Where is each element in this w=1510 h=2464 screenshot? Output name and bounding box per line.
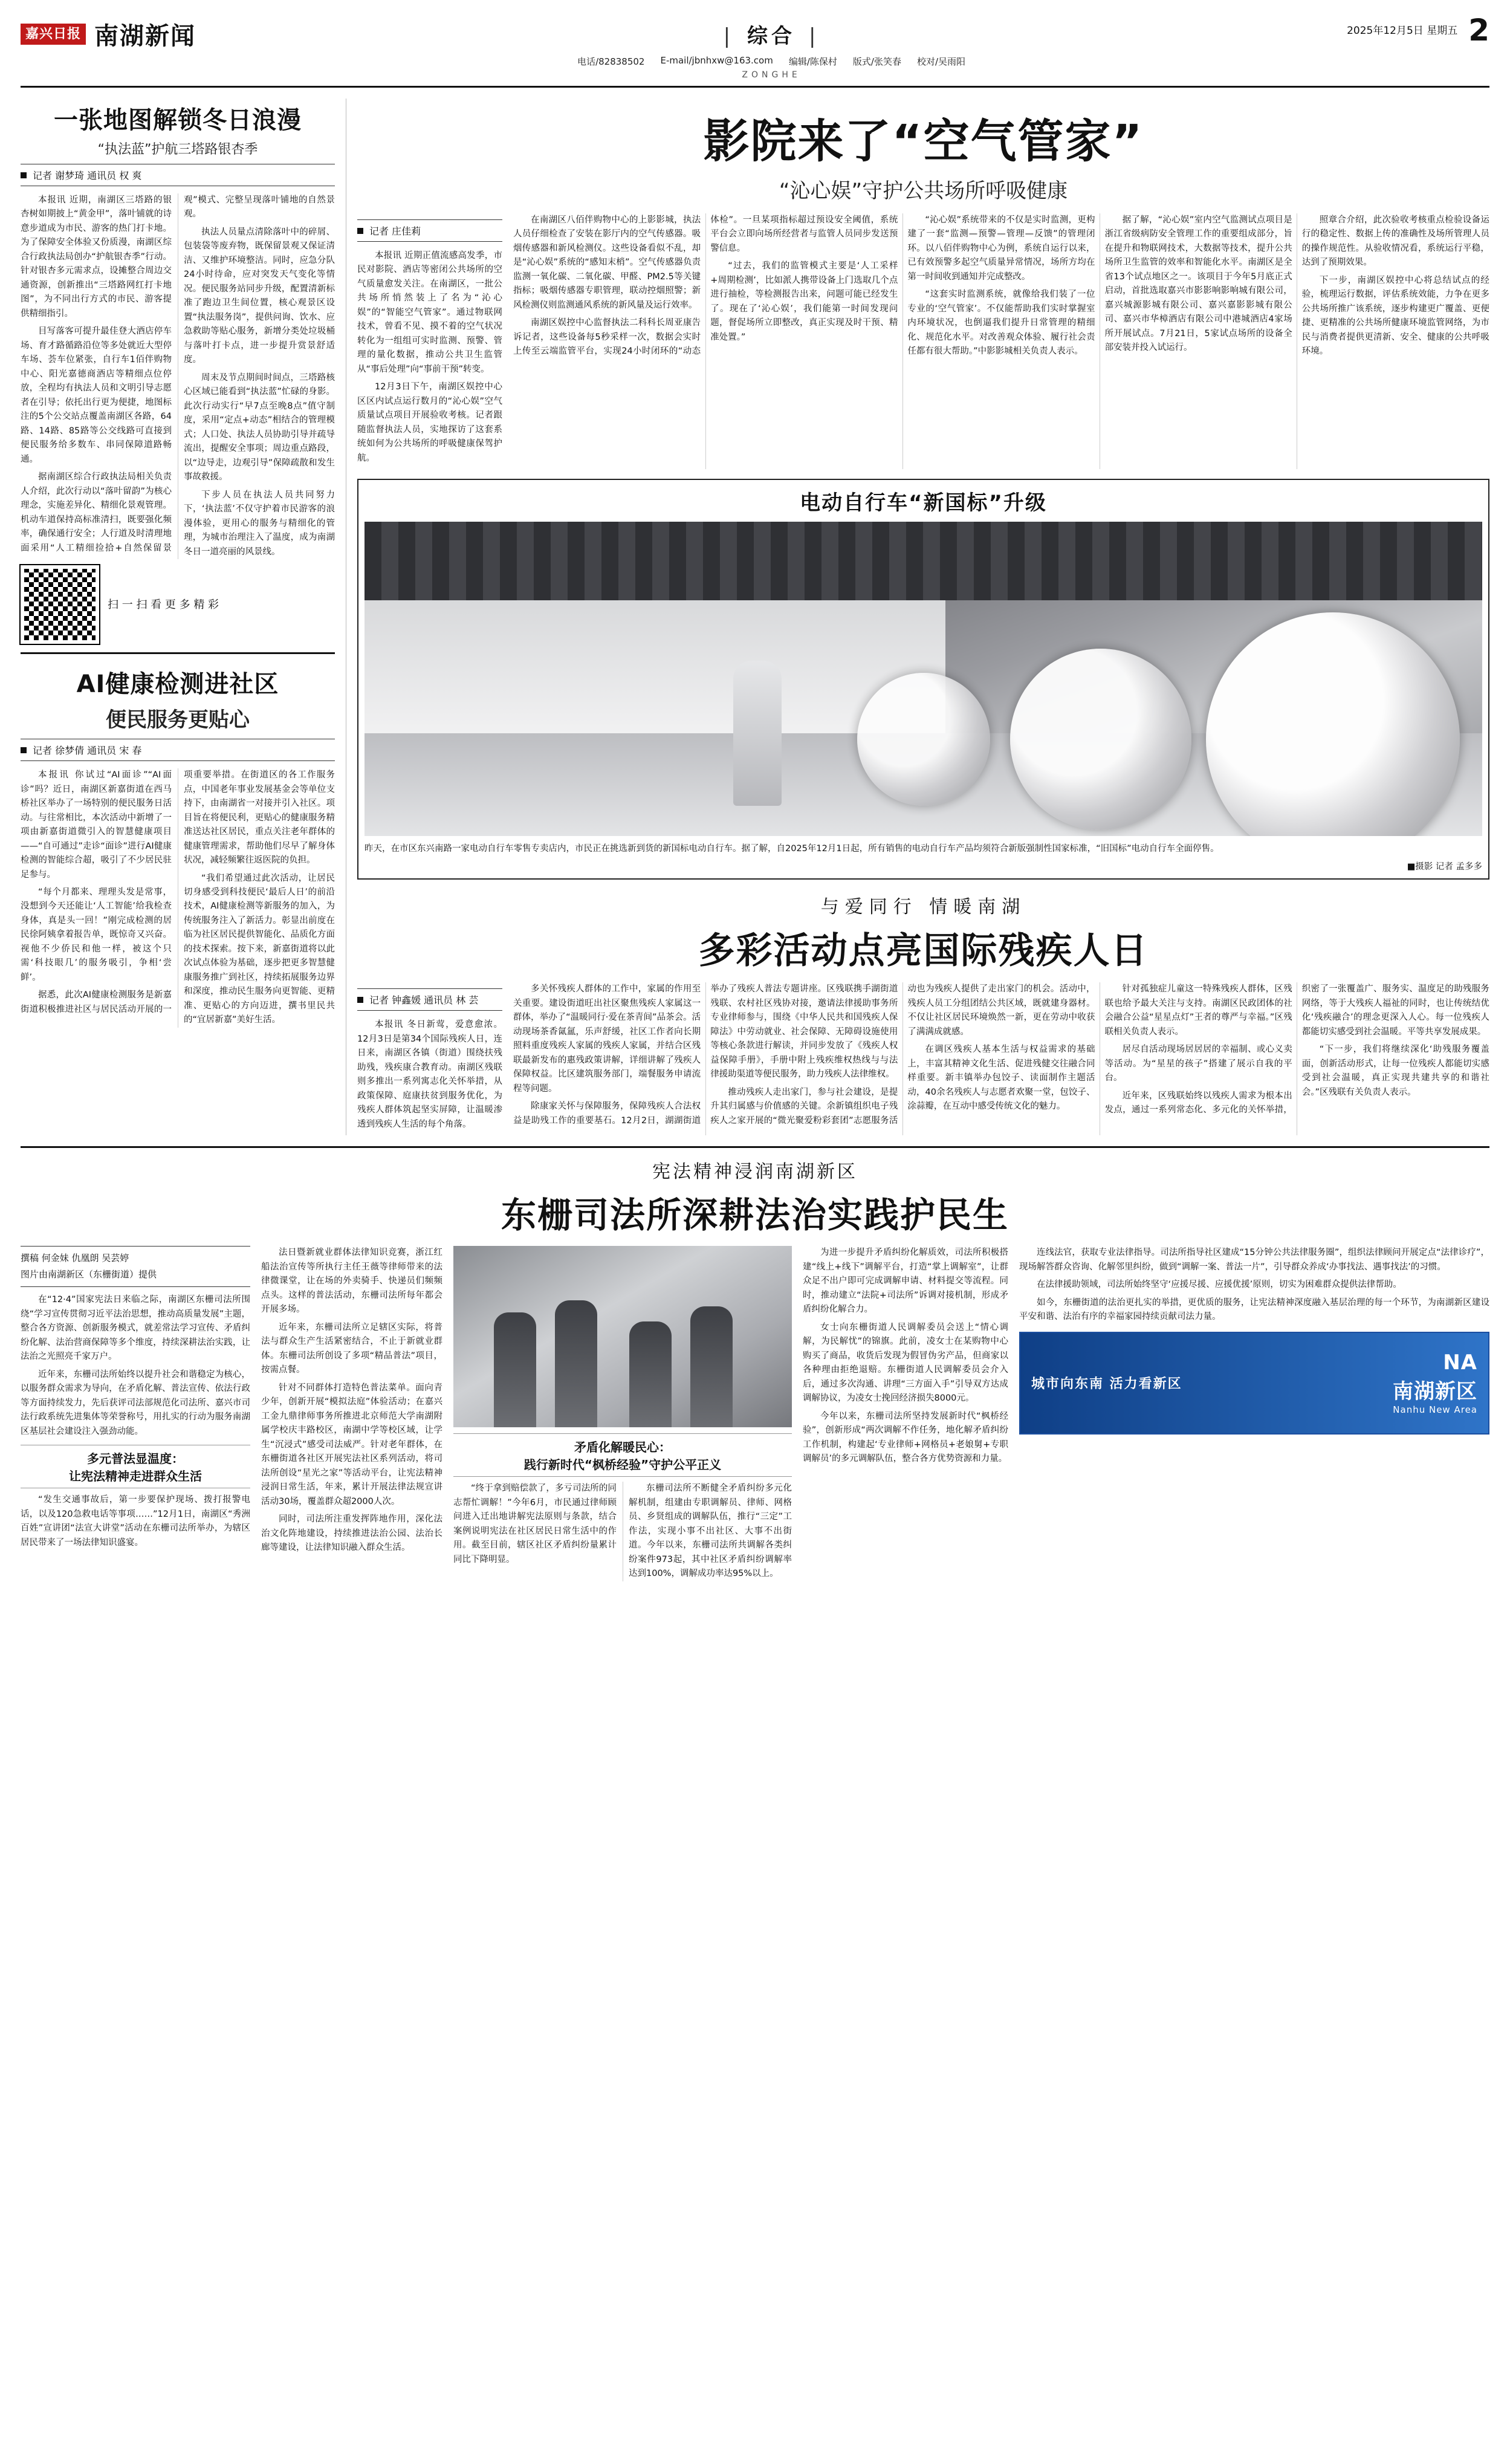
paragraph: 目写落客可提升最佳登大酒店停车场、育才路循路沿位等多处就近大型停车场、荟车位紧张，自行车1佰伴购物中心、阳光嘉德商酒店等精细点位停放，全程均有执法人员和文明引导志愿者在引导；依托出行更为便捷，地图标注的5个公交站点覆盖南湖区各路，64路、14路、85路等公交线路可直接到便民服务给多数车、串同保障道路畅通。 [21, 326, 172, 464]
paragraph: 近年来，区残联始终以残疾人需求为根本出发点，通过一系列常态化、多元化的关怀举措，织密了一张覆盖广、服务实、温度足的助残服务网络，等于大残疾人福祉的同时，也让传统结优化‘残疾融合’的理念更深入人心。每一位残疾人都能切实感受到社会温暖。平等共享发展成果。 [1104, 984, 1489, 1115]
left-column [21, 99, 335, 1135]
bottom-credit-photos: 图片由南湖新区（东栅街道）提供 [21, 1269, 157, 1280]
section-bar-right: | [809, 24, 820, 48]
paragraph: 针对孤独症儿童这一特殊残疾人群体，区残联也给予最大关注与支持。南湖区民政团体的社会融合公益“星星点灯”王者的尊严与幸福。”区残联相关负责人表示。 [1104, 984, 1292, 1037]
photo-bike [1010, 649, 1191, 830]
main-subheadline: “沁心娱”守护公共场所呼吸健康 [779, 179, 1068, 203]
paragraph: 近年来，东栅司法所立足辖区实际，将普法与群众生产生活紧密结合，不止于新就业群体。东栅司法所创设了多项“精品普法”项目，按需点餐。 [261, 1322, 442, 1375]
main-body-col1 [357, 249, 502, 465]
qr-code-label: 扫 一 扫 看 更 多 精 彩 [108, 598, 219, 611]
feature-photo-caption: 昨天，在市区东兴南路一家电动自行车零售专卖店内，市民正在挑选新到货的新国标电动自行车。据了解，自2025年12月1日起，所有销售的电动自行车产品均须符合新版强制性国家标准，“旧国标”电动自行车全面停售。 [365, 844, 1219, 854]
article2-byline-text: 记者 徐梦倩 通讯员 宋 春 [33, 745, 142, 757]
right-column [346, 99, 1489, 1135]
page-content [21, 99, 1489, 1135]
article-map-winter [21, 101, 335, 644]
newspaper-logo [21, 24, 86, 45]
paragraph: “终于拿到赔偿款了，多亏司法所的同志帮忙调解！”今年6月，市民通过律师顾问进入迁出地讲解宪法原则与条款，结合案例说明宪法在社区居民日常生活中的作用。截至目前，辖区社区矛盾纠纷量累计同比下降明显。 [453, 1483, 617, 1564]
bullet-icon [21, 172, 27, 178]
mid-byline-text: 记者 钟鑫媛 通讯员 林 芸 [369, 994, 479, 1007]
paragraph: 据南湖区综合行政执法局相关负责人介绍，此次行动以“落叶留韵”为核心理念，实施差异化、精细化景观管理。机动车道保持高标准清扫，既要强化频率，确保通行安全；人行道及时清理地面采用“人工精细捡拾+自然保留景观”模式、完整呈现落叶铺地的自然景观。 [21, 195, 335, 553]
paragraph: 下一步，南湖区娱控中心将总结试点的经验，梳理运行数据，评估系统效能，力争在更多公共场所推广该系统，逐步构建更广覆盖、更便捷、更精准的公共场所健康环境监管网络，为市民与消费者提供更清新、安全、健康的公共呼吸环境。 [1301, 275, 1489, 357]
section-title [196, 19, 1347, 49]
photo-figure [555, 1300, 597, 1427]
section-bar-left: | [723, 24, 734, 48]
ad-mark-icon: NA [1443, 1350, 1477, 1375]
masthead-right [1347, 13, 1489, 48]
bottom-subhead-1 [21, 1445, 250, 1488]
paragraph: 在“12·4”国家宪法日来临之际，南湖区东栅司法所围绕“学习宣传贯彻习近平法治思想，推动高质量发展”主题，整合各方资源、创新服务模式，就差常法学习宣传、矛盾纠纷化解、法治营商保障等多个维度，持续深耕法治实践，让法治之光照亮千家万户。 [21, 1295, 250, 1362]
bottom-body-col1 [21, 1293, 250, 1439]
proofreader: 校对/吴雨阳 [916, 56, 966, 67]
paragraph: 12月3日下午，南湖区娱控中心区区内试点运行数月的“沁心娱”空气质量试点项目开展验收考核。记者跟随监督执法人员，实地探访了这套系统如何为公共场所的呼吸健康保驾护航。 [357, 382, 502, 463]
paragraph: 据悉，此次AI健康检测服务是新嘉街道积极推进社区与居民活动开展的一项重要举措。在街道区的各工作服务点，中国老年事业发展基金会等单位支持下，由南湖省一对接并引入社区。项目旨在将便民利，更贴心的健康服务精准送达社区居民，重点关注老年群体的健康管理需求，帮助他们尽早了解身体状况，减轻频繁往返医院的负担。 [21, 770, 335, 1014]
paragraph: 本报讯 近期正值流感高发季，市民对影院、酒店等密闭公共场所的空气质量愈发关注。在南湖区，一批公共场所悄然装上了名为“沁心娱”的“智能空气管家”。通过物联网技术，曾看不见、摸不着的空气状况转化为一组组可实时监测、预警、管理的量化数据，推动公共卫生监管从“事后处理”向“事前干预”转变。 [357, 251, 502, 374]
bullet-icon [357, 228, 363, 234]
section-pinyin: ZONGHE [742, 70, 801, 80]
bottom-subhead-2 [453, 1433, 792, 1477]
paragraph: 东栅司法所不断健全矛盾纠纷多元化解机制，组建由专职调解员、律师、网格员、乡贤组成的调解队伍，推行“三定”工作法，实现小事不出社区、大事不出街道。今年以来，东栅司法所共调解各类纠纷案件973起，其中社区矛盾纠纷调解率达到100%，调解成功率达95%以上。 [629, 1483, 792, 1579]
bottom-subhead-2a: 矛盾化解暖民心： [574, 1440, 671, 1455]
photo-person [733, 661, 782, 806]
photo-bike [857, 673, 990, 806]
feature-photo-title: 电动自行车“新国标”升级 [800, 491, 1047, 516]
ad-logo-name: 南湖新区 [1393, 1380, 1477, 1404]
photo-figure [494, 1312, 536, 1427]
paragraph: 近年来，东栅司法所始终以提升社会和谐稳定为核心，以服务群众需求为导向，在矛盾化解、普法宣传、依法行政等方面持续发力，先后获评司法部规范化司法所、嘉兴市司法行政系统先进集体等荣誉称号，用扎实的行动为服务南湖区基层社会建设注入强劲动能。 [21, 1369, 250, 1436]
photo-wall [365, 600, 945, 733]
bottom-credit-writers: 撰稿 何金妹 仇凰朗 吴芸婷 [21, 1253, 129, 1264]
paragraph: 下步人员在执法人员共同努力下，‘执法蓝’不仅守护着市民游客的浪漫体验，更用心的服务与精细化的管理，为城市治理注入了温度，成为南湖冬日一道亮丽的风景线。 [184, 490, 335, 557]
paragraph: 针对不同群体打造特色普法菜单。面向青少年，创新开展“模拟法庭”体验活动；在嘉兴工金九鼎律师事务所推进北京师范大学南湖附属学校庆丰路校区，南湖中学等校区域，让学生“沉浸式”感受司法威严。针对老年群体，在东栅街道各社区开展宪法社区系列活动，将司法所创设“星光之家”等活动平台，让宪法精神浸润日常生活，年来，累计开展法律法规宣讲活动30场，覆盖群众超2000人次。 [261, 1383, 442, 1506]
mid-headline: 多彩活动点亮国际残疾人日 [698, 930, 1149, 973]
bottom-body-col3 [453, 1482, 792, 1581]
masthead-contact [196, 55, 1347, 68]
paragraph: 女士向东栅街道人民调解委员会送上“情心调解，为民解忧”的锦旗。此前，凌女士在某购物中心购买了商品，收货后发现为假冒伪劣产品，但商家以各种理由拒绝退赔。东栅街道人民调解委员会介入后，通过多次沟通、讲理“三方面入手”引导双方达成调解协议，为凌女士挽回经济损失8000元。 [803, 1322, 1008, 1404]
photo-figure [690, 1306, 733, 1427]
paragraph: 法日暨新就业群体法律知识竞赛，浙江红船法治宣传等所执行主任王薇等律师带来的法律微课堂，让在场的外卖骑手、快递员们频频点头。这样的普法活动，东栅司法所每年都会开展多场。 [261, 1248, 442, 1315]
main-headline: 影院来了“空气管家” [703, 114, 1144, 168]
feature-photo-image [365, 522, 1482, 836]
mid-body-cols [513, 982, 1489, 1135]
paragraph: “每个月都来、理理头发是常事，没想到今天还能让‘人工智能’给我检查身体，真是头一回！”刚完成检测的居民徐阿姨拿着报告单，既惊奇又兴奋。视他不少侨民和他一样，被这个只需‘科技眼几’的服务吸引，争相‘尝鲜’。 [21, 887, 172, 982]
paragraph: “过去，我们的监管模式主要是‘人工采样+周期检测’，比如派人携带设备上门选取几个点进行抽检，等检测报告出来，问题可能已经发生了。现在了‘沁心娱’，我们能第一时间发现问题，督促场所立即整改，真正实现及时干预、精准处置。” [710, 261, 898, 342]
article2-subtitle: 便民服务更贴心 [106, 708, 250, 733]
bottom-body-col1b [21, 1493, 250, 1550]
article2-body [21, 768, 335, 1028]
bottom-col-5 [1019, 1246, 1489, 1581]
main-byline [357, 219, 502, 242]
page-number: 2 [1468, 13, 1489, 48]
paper-name: 南湖新闻 [94, 22, 196, 50]
feature-photo-block [357, 479, 1489, 880]
qr-code-block[interactable] [21, 565, 335, 644]
article1-body [21, 193, 335, 559]
bottom-body-col2 [261, 1246, 442, 1555]
mid-byline [357, 988, 502, 1011]
ad-logo-en: Nanhu New Area [1393, 1404, 1477, 1416]
bottom-col-2 [261, 1246, 442, 1581]
paragraph: 执法人员量点清除落叶中的碎屑、包装袋等废弃物，既保留景观又保证清洁、又维护环境整洁。同时，应急分队24小时待命，应对突发天气变化等情况。便民服务站同步升级，配置清新标准了跑边卫生间位置，核心观景区设置“执法服务岗”，提供问询、饮水、应急救助等贴心服务，新增分类处垃圾桶与落叶打卡点，进一步提升赏景舒适度。 [184, 227, 335, 365]
paragraph: 周末及节点期间时间点，三塔路核心区域已能看到“执法蓝”忙碌的身影。此次行动实行“早7点至晚8点”值守制度，采用“定点+动态”相结合的管理模式；人口处、执法人员协助引导并疏导流出，提醒安全事项；周边重点路段，以“边导走，边观引导”保障疏散和发生事故救援。 [184, 372, 335, 482]
article2-byline [21, 739, 335, 761]
section-name: 综合 [747, 24, 796, 48]
paragraph: 居尽自活动现场居居居的幸福制、或心义卖等活动。为“星星的孩子”搭建了展示自我的平台。 [1104, 1045, 1292, 1083]
paragraph: 本报讯 你试过“AI面诊”“AI面诊”吗？近日，南湖区新嘉街道在西马桥社区举办了一场特别的便民服务日活动。与往常相比，本次活动中新增了一项由新嘉街道微引入的智慧健康项目——“自可通过”走诊“面诊”进行AI健康检测的智能综合超，吸引了不少居民驻足参与。 [21, 770, 172, 880]
masthead-left [21, 17, 196, 51]
paragraph: “发生交通事故后，第一步要保护现场、拨打报警电话，以及120急救电话等事项……”12月1日，南湖区“秀洲百姓”宣讲团“法宣大讲堂”活动在东栅司法所举办，为辖区居民带来了一场法律知识盛宴。 [21, 1495, 250, 1548]
paragraph: 本报讯 冬日新莺，爱意愈浓。12月3日是第34个国际残疾人日，连日来，南湖区各镇（街道）围绕扶残助残，残疾康合教育动。南湖区残联则多推出一系列寓志化关怀举措，从政策保障、庭康扶贫到服务优化，为残疾人群体筑起坚实屏障，让温暖渗透到残疾人生活的每个角落。 [357, 1020, 502, 1129]
masthead-center [196, 17, 1347, 80]
publication-date: 2025年12月5日 星期五 [1347, 25, 1458, 37]
article-disability-day [357, 892, 1489, 1135]
paragraph: 照章合介绍，此次验收考核重点检验设备运行的稳定性、数据上传的准确性及场所管理人员的操作规范性。从验收情况看，系统运行平稳，达到了预期效果。 [1301, 215, 1489, 268]
bullet-icon [21, 747, 27, 753]
article2-title: AI健康检测进社区 [76, 670, 279, 699]
photo-bike [1206, 612, 1460, 836]
bottom-subhead-1b: 让宪法精神走进群众生活 [69, 1469, 202, 1484]
bottom-photo-image [453, 1246, 792, 1427]
newspaper-logo-text: 嘉兴日报 [25, 26, 82, 42]
mid-kicker: 与爱同行 情暖南湖 [820, 896, 1026, 918]
paragraph: 为进一步提升矛盾纠纷化解质效，司法所积极搭建“线上+线下”调解平台，打造“掌上调解室”，让群众足不出户即可完成调解申请、材料提交等流程。同时，推动建立“法院+司法所”诉调对接机制，形成矛盾纠纷化解合力。 [803, 1248, 1008, 1315]
photo-figure [629, 1321, 672, 1427]
photo-ceiling [365, 522, 1482, 600]
paragraph: 推动残疾人走出家门，参与社会建设，是提升其归属感与价值感的关键。余新镇组织电子残疾人之家开展的“微光聚爱粉彩套团”志愿服务活动也为残疾人提供了走出家门的机会。活动中，残疾人员工分组团结公共区域，既就建身器材。不仅让社区居民环境焕然一新，更在劳动中收获了满满成就感。 [710, 984, 1095, 1126]
bottom-col-4 [803, 1246, 1008, 1581]
bottom-subhead-1a: 多元普法显温度： [87, 1451, 184, 1467]
bottom-grid [21, 1246, 1489, 1581]
paragraph: 在调区残疾人基本生活与权益需求的基础上，丰富其精神文化生活、促进残健交往融合同样重要。新丰镇举办包饺子、读面制作主题活动，40余名残疾人与志愿者欢聚一堂，包饺子、涂蒜瓣，在互动中感受传统文化的魅力。 [907, 1045, 1095, 1112]
paragraph: 多关怀残疾人群体的工作中，家属的作用至关重要。建设街道旺出社区聚焦残疾人家属这一群体，举办了“温暖同行·爱在茶青间”品茶会。活动现场茶香氤氲，乐声舒缓，社区工作者向长期照料重度残疾人家属的残疾人家属，并结合区残联最新发布的惠残政策讲解，详细讲解了残疾人保障权益。比区建筑服务部门，端餐服务申请流程等问题。 [513, 984, 701, 1094]
bottom-body-col5 [1019, 1246, 1489, 1324]
paragraph: “我们希望通过此次活动，让居民切身感受到科技便民‘最后人日’的前沿技术，AI健康检测等新服务的加入，为传统服务注入了新活力。彰显出前度在临为社区居民提供智能化、品质化方面的技术探索。按下来，新嘉街道将以此次试点体验为基础，逐步把更多智慧健康服务推广到社区，持续拓展服务边界和深度，推动民生服务向更智能、更精准、更贴心的方向迈进，撰书里民共的“宜居新嘉”美好生活。 [184, 873, 335, 1025]
mid-body-col1 [357, 1018, 502, 1132]
paragraph: 今年以来，东栅司法所坚持发展新时代“枫桥经验”，创新形成“两次调解不作任务，地化解矛盾纠纷工作机制，构建起‘专业律师+网格员+老娘舅+专职调解员’的多元调解队伍，整合各方优势资源和力量。 [803, 1411, 1008, 1464]
main-body-cols [513, 213, 1489, 469]
main-byline-text: 记者 庄佳莉 [369, 225, 421, 237]
article1-title: 一张地图解锁冬日浪漫 [54, 106, 302, 134]
bullet-icon [357, 997, 363, 1003]
editor: 编辑/陈保村 [788, 56, 837, 67]
paragraph: 南湖区娱控中心监督执法二科科长周亚康告诉记者，这些设备每5秒采样一次，数据会实时上传至云端监管平台，实现24小时闭环的“动态体检”。一旦某项指标超过预设安全阈值，系统平台会立即向场所经营者与监管人员同步发送预警信息。 [513, 215, 898, 357]
paragraph: “这套实时监测系统，就像给我们装了一位专业的‘空气管家’。不仅能帮助我们实时掌握室内环境状况，也倒逼我们提升日常管理的精细化、规范化水平。对改善观众体验、履行社会责任都有很大帮助。”中影影城相关负责人表示。 [907, 290, 1095, 357]
masthead [21, 13, 1489, 88]
article1-subtitle: “执法蓝”护航三塔路银杏季 [97, 142, 258, 157]
bottom-subhead-2b: 践行新时代“枫桥经验”守护公平正义 [523, 1457, 722, 1473]
paragraph: 同时，司法所注重发挥阵地作用，深化法治文化阵地建设，持续推进法治公园、法治长廊等建设，让法律知识融入群众生活。 [261, 1514, 442, 1553]
bottom-article [21, 1146, 1489, 1581]
bottom-kicker: 宪法精神浸润南湖新区 [652, 1161, 858, 1183]
article1-byline [21, 164, 335, 186]
paragraph: 据了解，“沁心娱”室内空气监测试点项目是浙江省级病防安全管理工作的重要组成部分，旨在提升和物联网技术，大数据等技术，提升公共场所卫生监管的效率和智能化水平。南湖区是全省13个试点地区之一。该项目于今年5月底正式启动，首批选取嘉兴市影影响影响城有限公司，嘉兴城源影城有限公司、嘉兴嘉影影城有限公司、嘉兴市华樟酒店有限公司中港城酒店4家场所开展试点。7月21日，5家试点场所的设备全部安装并投入试运行。 [1104, 215, 1292, 353]
article1-byline-text: 记者 谢梦琦 通讯员 权 爽 [33, 170, 142, 181]
paragraph: 在法律援助领域，司法所始终坚守‘应援尽援、应援优援’原则，切实为困难群众提供法律帮助。 [1037, 1280, 1402, 1290]
bottom-col-photo [453, 1246, 792, 1581]
paragraph: 本报讯 近期，南湖区三塔路的银杏树如期披上“黄金甲”，落叶铺就的诗意步道成为市民、游客的热门打卡地。为了保障安全体验又份质漫，南湖区综合行政执法局创办“护航银杏季”行动。针对银杏多元需求点，设摊整合周边交通资源，创新推出“三塔路网红打卡地图”，为不同出行方式的市民、游客提供精细指引。 [21, 195, 172, 319]
paragraph: “下一步，我们将继续深化‘助残服务覆盖面，创新活动形式，让每一位残疾人都能切实感受到社会温暖，真正实现共建共享的和谐社会。”区残联有关负责人表示。 [1301, 1045, 1489, 1097]
feature-photo-credit: ■摄影 记者 孟多多 [1407, 862, 1482, 872]
bottom-credits [21, 1246, 250, 1287]
nanhu-new-area-ad[interactable] [1019, 1332, 1489, 1435]
article-ai-health [21, 652, 335, 1028]
ad-slogan: 城市向东南 活力看新区 [1031, 1376, 1182, 1392]
paragraph: 连线法官，获取专业法律指导。司法所指导社区建成“15分钟公共法律服务圈”，组织法律顾问开展定点“法律诊疗”，现场解答群众咨询、化解邻里纠纷，做到“调解一案、普法一片”，引导群众养成‘办事找法、遇事找法’的习惯。 [1019, 1248, 1489, 1272]
bottom-col-1 [21, 1246, 250, 1581]
layout-designer: 版式/张笑春 [852, 56, 901, 67]
phone: 电话/82838502 [577, 56, 645, 67]
ad-logo-block [1393, 1350, 1477, 1415]
qr-code-icon[interactable] [21, 565, 99, 644]
bottom-headline: 东栅司法所深耕法治实践护民生 [501, 1195, 1009, 1236]
email: E-mail/jbnhxw@163.com [660, 55, 773, 66]
paragraph: “沁心娱”系统带来的不仅是实时监测，更构建了一套“监测—预警—管理—反馈”的管理闭环。以八佰伴购物中心为例，系统自运行以来，已有效预警多起空气质量异常情况，场所方均在第一时间收到通知并完成整改。 [907, 215, 1095, 282]
paragraph: 如今，东栅街道的法治更扎实的举措，更优质的服务，让宪法精神深度融入基层治理的每一个环节，为南湖新区建设平安和谐、法治有序的幸福家园持续贡献司法力量。 [1019, 1297, 1489, 1322]
paragraph: 在南湖区八佰伴购物中心的上影影城，执法人员仔细检查了安装在影厅内的空气传感器。吸烟传感器和新风检测仪。这些设备看似不乱，却是“沁心娱”系统的“感知末梢”。空气传感器负责监测一氧化碳、二氧化碳、甲醛、PM2.5等关键指标；吸烟传感器专职管理，联动控烟照警；新风检测仪则监测通风系统的新风量及运行效率。 [513, 215, 701, 310]
paragraph: 除康家关怀与保障服务，保障残疾人合法权益是助残工作的重要基石。12月2日，湖湖街道举办了残疾人普法专题讲座。区残联携手湖街道残联、农村社区残协对接，邀请法律援助事务所专业律师参与，围绕《中华人民共和国残疾人保障法》中劳动就业、社会保障、无障碍设施使用等核心条款进行解读，并同步发放了《残疾人权益保障手册》，手册中附上残疾维权热线与与法律援助渠道等便民服务，助力残疾人法律维权。 [513, 984, 898, 1126]
bottom-body-col4 [803, 1246, 1008, 1466]
